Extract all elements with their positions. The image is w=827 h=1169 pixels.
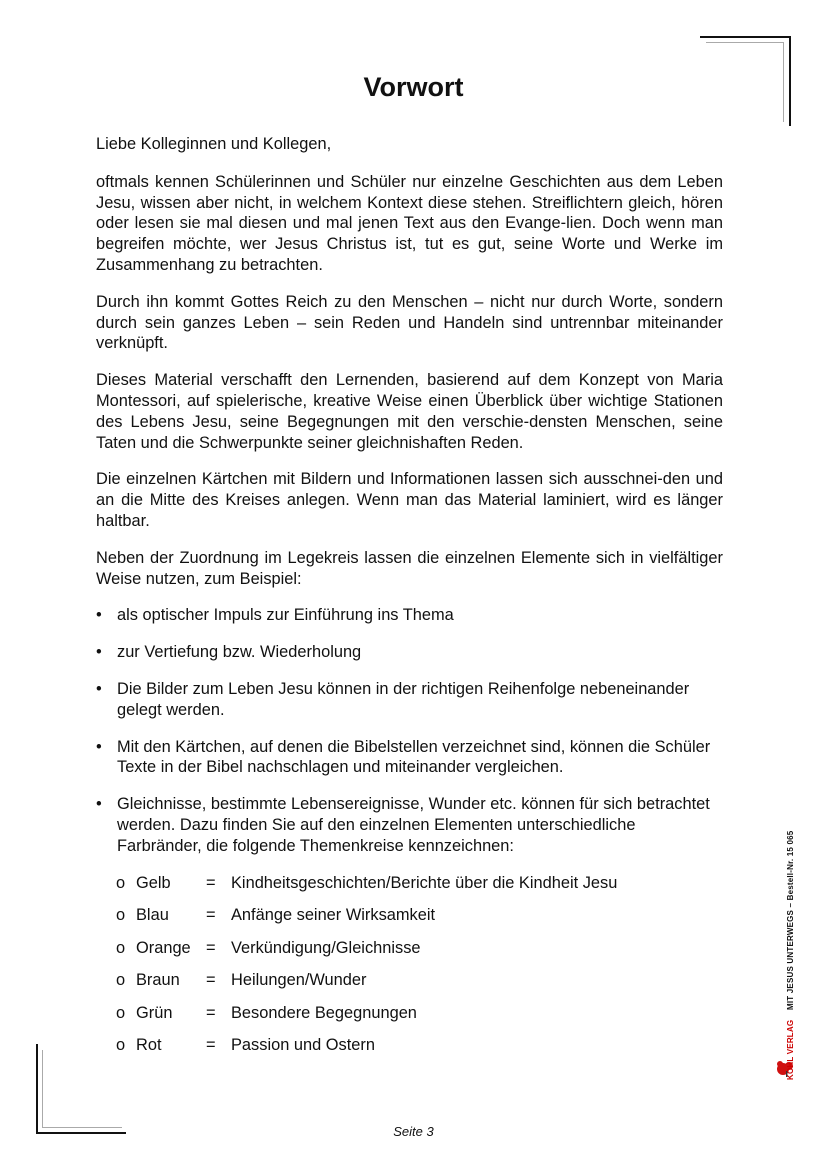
- bullet-item: • Die Bilder zum Leben Jesu können in der richtigen Reihenfolge nebeneinander gelegt werden.: [96, 679, 690, 719]
- corner-line: [700, 36, 791, 38]
- bullet-icon: •: [96, 679, 102, 698]
- greeting: Liebe Kolleginnen und Kollegen,: [96, 135, 332, 153]
- bullet-icon: •: [96, 606, 102, 625]
- body-text: [96, 134, 723, 1068]
- bullet-icon: •: [96, 643, 102, 662]
- page-number: Seite 3: [393, 1124, 434, 1139]
- bullet-item: • als optischer Impuls zur Einführung ins Thema: [96, 606, 454, 625]
- page-title: Vorwort: [363, 72, 464, 102]
- color-item: o Braun = Heilungen/Wunder: [116, 971, 367, 990]
- color-item: o Gelb = Kindheitsgeschichten/Berichte über die Kindheit Jesu: [116, 873, 618, 892]
- corner-line: [706, 42, 784, 43]
- bullet-list: [96, 605, 723, 856]
- paragraph: Dieses Material verschafft den Lernenden, basierend auf dem Konzept von Maria Montessori, auf spielerische, kreative Weise einen Überblick über wichtige Stationen des Lebens Jesu, seine Begegnungen mit den verschie-densten Menschen, seine Taten und die Schwerpunkte seiner gleichnishaften Reden.: [96, 371, 723, 452]
- color-item: o Rot = Passion und Ostern: [116, 1036, 375, 1055]
- paragraph: Durch ihn kommt Gottes Reich zu den Menschen – nicht nur durch Worte, sondern durch sein ganzes Leben – sein Reden und Handeln sind untrennbar miteinander verknüpft.: [96, 292, 723, 353]
- corner-line: [36, 1044, 38, 1134]
- corner-line: [42, 1050, 43, 1128]
- bullet-item: • Mit den Kärtchen, auf denen die Bibelstellen verzeichnet sind, können die Schüler Texte in der Bibel nachschlagen und miteinander vergleichen.: [96, 737, 711, 777]
- color-item: o Blau = Anfänge seiner Wirksamkeit: [116, 906, 436, 925]
- paragraph: Neben der Zuordnung im Legekreis lassen die einzelnen Elemente sich in vielfältiger Weise nutzen, zum Beispiel:: [96, 548, 723, 588]
- bullet-icon: •: [96, 795, 102, 814]
- bullet-item: • zur Vertiefung bzw. Wiederholung: [96, 643, 362, 662]
- bullet-icon: •: [96, 737, 102, 756]
- color-list: [96, 873, 723, 1069]
- color-item: o Grün = Besondere Begegnungen: [116, 1003, 417, 1022]
- bullet-item: • Gleichnisse, bestimmte Lebensereignisse, Wunder etc. können für sich betrachtet werden. Dazu finden Sie auf den einzelnen Elementen unterschiedliche Farbränder, die folgende Themenkreise kennzeichnen:: [96, 795, 710, 855]
- paragraph: oftmals kennen Schülerinnen und Schüler nur einzelne Geschichten aus dem Leben Jesu, wissen aber nicht, in welchem Kontext diese stehen. Streiflichtern gleich, hören oder lesen sie mal diesen und mal jenen Text aus den Evange-lien. Doch wenn man begreifen möchte, wer Jesus Christus ist, tut es gut, seine Worte und Werke im Zusammenhang zu betrachten.: [96, 172, 723, 274]
- publisher-name: KOHL VERLAG: [786, 1019, 795, 1080]
- color-item: o Orange = Verkündigung/Gleichnisse: [116, 938, 421, 957]
- order-number: MIT JESUS UNTERWEGS – Bestell-Nr. 15 065: [786, 830, 795, 1011]
- paragraph: Die einzelnen Kärtchen mit Bildern und Informationen lassen sich ausschnei-den und an die Mitte des Kreises anlegen. Wenn man das Material laminiert, wird es länger haltbar.: [96, 470, 723, 530]
- sidebar-order-info: [786, 831, 795, 1080]
